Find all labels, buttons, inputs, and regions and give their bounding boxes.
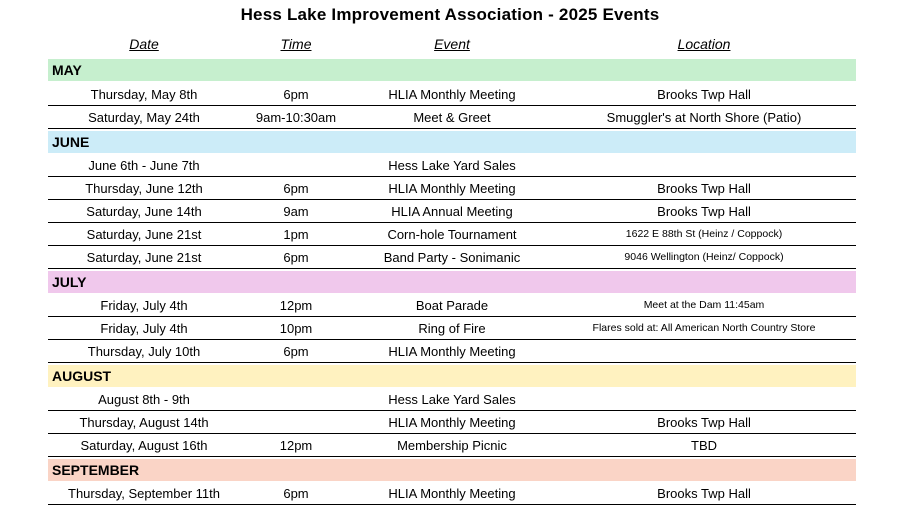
event-time: 9am: [283, 204, 309, 219]
event-date: Saturday, June 14th: [86, 204, 202, 219]
column-header-date: Date: [129, 36, 159, 52]
event-date: Thursday, September 11th: [68, 486, 220, 501]
event-location: Flares sold at: All American North Country Store: [592, 322, 816, 334]
event-date: Saturday, June 21st: [86, 250, 202, 265]
event-time: 12pm: [279, 438, 313, 453]
event-row: [48, 318, 856, 340]
event-time: 6pm: [283, 181, 309, 196]
event-name: Hess Lake Yard Sales: [388, 158, 516, 173]
event-location: Brooks Twp Hall: [657, 87, 751, 102]
event-row: [48, 435, 856, 457]
event-row: [48, 389, 856, 411]
event-time: 6pm: [283, 250, 309, 265]
event-time: 6pm: [283, 486, 309, 501]
event-time: 6pm: [283, 87, 309, 102]
event-row: [48, 295, 856, 317]
column-header-location: Location: [677, 36, 731, 52]
event-name: HLIA Monthly Meeting: [388, 415, 516, 430]
event-name: Boat Parade: [415, 298, 489, 313]
page-title: Hess Lake Improvement Association - 2025 Events: [240, 5, 660, 24]
event-name: Membership Picnic: [397, 438, 507, 453]
month-header-august: AUGUST: [48, 365, 856, 387]
event-location: Meet at the Dam 11:45am: [643, 299, 765, 311]
event-row: [48, 107, 856, 129]
column-header-event: Event: [434, 36, 470, 52]
event-name: HLIA Monthly Meeting: [388, 344, 516, 359]
event-row: [48, 412, 856, 434]
event-time: 1pm: [283, 227, 309, 242]
event-name: Hess Lake Yard Sales: [388, 392, 516, 407]
event-date: Saturday, June 21st: [86, 227, 202, 242]
event-name: Corn-hole Tournament: [387, 227, 517, 242]
month-header-july: JULY: [48, 271, 856, 293]
event-row: [48, 341, 856, 363]
column-header-time: Time: [280, 36, 312, 52]
event-name: HLIA Annual Meeting: [391, 204, 513, 219]
event-name: Meet & Greet: [413, 110, 491, 125]
event-location: TBD: [691, 438, 717, 453]
event-location: Brooks Twp Hall: [657, 486, 751, 501]
event-row: [48, 224, 856, 246]
event-date: Thursday, August 14th: [79, 415, 209, 430]
event-name: HLIA Monthly Meeting: [388, 486, 516, 501]
event-location: 9046 Wellington (Heinz/ Coppock): [624, 251, 784, 263]
event-date: Thursday, July 10th: [87, 344, 201, 359]
event-location: 1622 E 88th St (Heinz / Coppock): [625, 228, 783, 240]
event-date: Thursday, June 12th: [85, 181, 203, 196]
event-date: June 6th - June 7th: [88, 158, 200, 173]
event-date: Friday, July 4th: [100, 321, 188, 336]
event-name: Band Party - Sonimanic: [383, 250, 521, 265]
event-row: [48, 178, 856, 200]
event-name: HLIA Monthly Meeting: [388, 87, 516, 102]
event-date: August 8th - 9th: [98, 392, 190, 407]
event-name: Ring of Fire: [418, 321, 486, 336]
event-time: 10pm: [279, 321, 313, 336]
event-row: [48, 247, 856, 269]
event-time: 6pm: [283, 344, 309, 359]
event-location: Smuggler's at North Shore (Patio): [606, 110, 802, 125]
event-date: Saturday, August 16th: [80, 438, 208, 453]
event-time: 9am-10:30am: [255, 110, 337, 125]
event-row: [48, 84, 856, 106]
month-header-june: JUNE: [48, 131, 856, 153]
event-location: Brooks Twp Hall: [657, 415, 751, 430]
event-date: Saturday, May 24th: [88, 110, 200, 125]
event-date: Thursday, May 8th: [90, 87, 198, 102]
event-row: [48, 483, 856, 505]
event-location: Brooks Twp Hall: [657, 204, 751, 219]
event-name: HLIA Monthly Meeting: [388, 181, 516, 196]
month-header-september: SEPTEMBER: [48, 459, 856, 481]
event-date: Friday, July 4th: [100, 298, 188, 313]
event-row: [48, 155, 856, 177]
event-row: [48, 201, 856, 223]
month-header-may: MAY: [48, 59, 856, 81]
event-time: 12pm: [279, 298, 313, 313]
event-location: Brooks Twp Hall: [657, 181, 751, 196]
